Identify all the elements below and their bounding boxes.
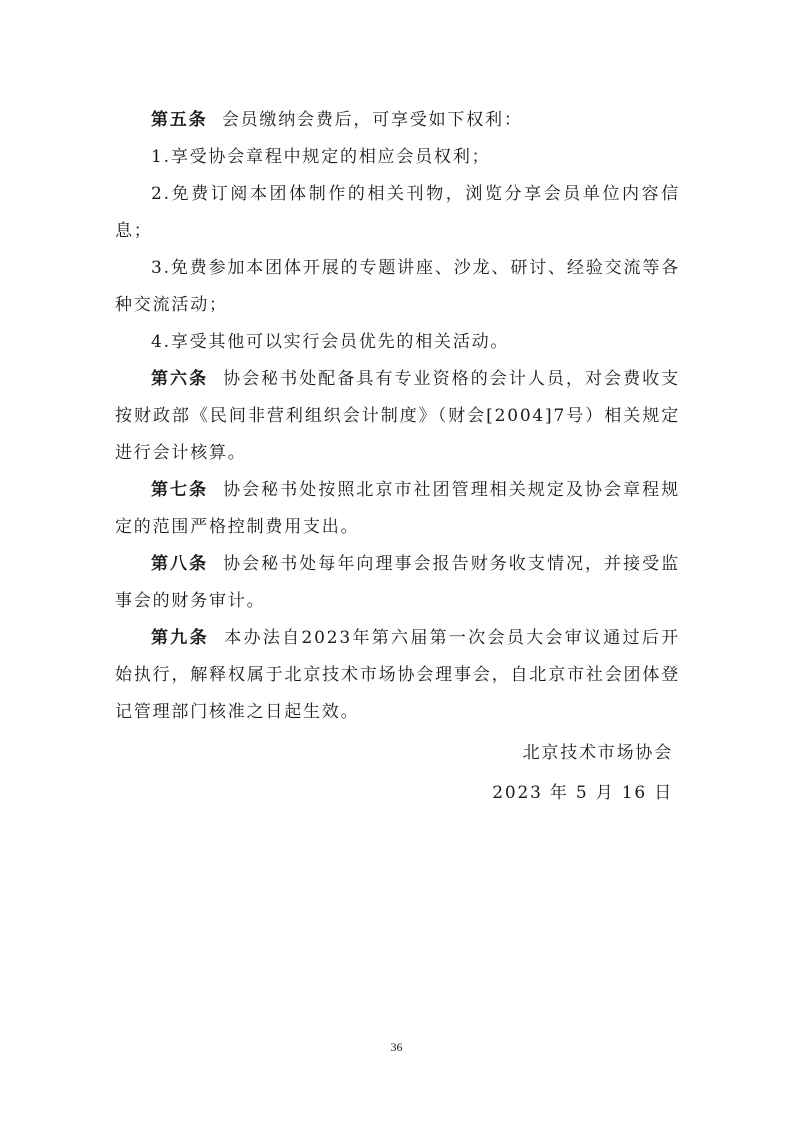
article-9-text: 本办法自2023年第六届第一次会员大会审议通过后开始执行，解释权属于北京技术市场协会理事会，自北京市社会团体登记管理部门核准之日起生效。 xyxy=(115,628,680,722)
list-item-3 xyxy=(115,250,680,324)
page-number: 36 xyxy=(390,1040,403,1054)
article-8-heading: 第八条 xyxy=(151,554,209,574)
list-item-1-text: 1.享受协会章程中规定的相应会员权利； xyxy=(151,147,491,167)
list-item-2-text: 2.免费订阅本团体制作的相关刊物，浏览分享会员单位内容信息； xyxy=(115,184,680,241)
article-8 xyxy=(115,546,680,620)
article-7-text: 协会秘书处按照北京市社团管理相关规定及协会章程规定的范围严格控制费用支出。 xyxy=(115,480,680,537)
article-7 xyxy=(115,472,680,546)
list-item-1 xyxy=(115,139,680,176)
article-6-text: 协会秘书处配备具有专业资格的会计人员，对会费收支按财政部《民间非营利组织会计制度》（财会[2004]7号）相关规定进行会计核算。 xyxy=(115,369,680,463)
list-item-3-text: 3.免费参加本团体开展的专题讲座、沙龙、研讨、经验交流等各种交流活动； xyxy=(115,258,680,315)
article-7-heading: 第七条 xyxy=(151,480,209,500)
list-item-4-text: 4.享受其他可以实行会员优先的相关活动。 xyxy=(151,332,510,352)
article-5-heading: 第五条 xyxy=(151,110,208,130)
article-9-heading: 第九条 xyxy=(151,628,209,648)
article-5 xyxy=(115,102,680,139)
signature-date: 2023 年 5 月 16 日 xyxy=(492,783,673,803)
document-body xyxy=(115,102,680,731)
article-6-heading: 第六条 xyxy=(151,369,209,389)
article-9 xyxy=(115,620,680,731)
list-item-4 xyxy=(115,324,680,361)
list-item-2 xyxy=(115,176,680,250)
signature-organization: 北京技术市场协会 xyxy=(522,743,673,763)
article-5-text: 会员缴纳会费后，可享受如下权利： xyxy=(221,110,523,130)
article-8-text: 协会秘书处每年向理事会报告财务收支情况，并接受监事会的财务审计。 xyxy=(115,554,680,611)
article-6 xyxy=(115,361,680,472)
